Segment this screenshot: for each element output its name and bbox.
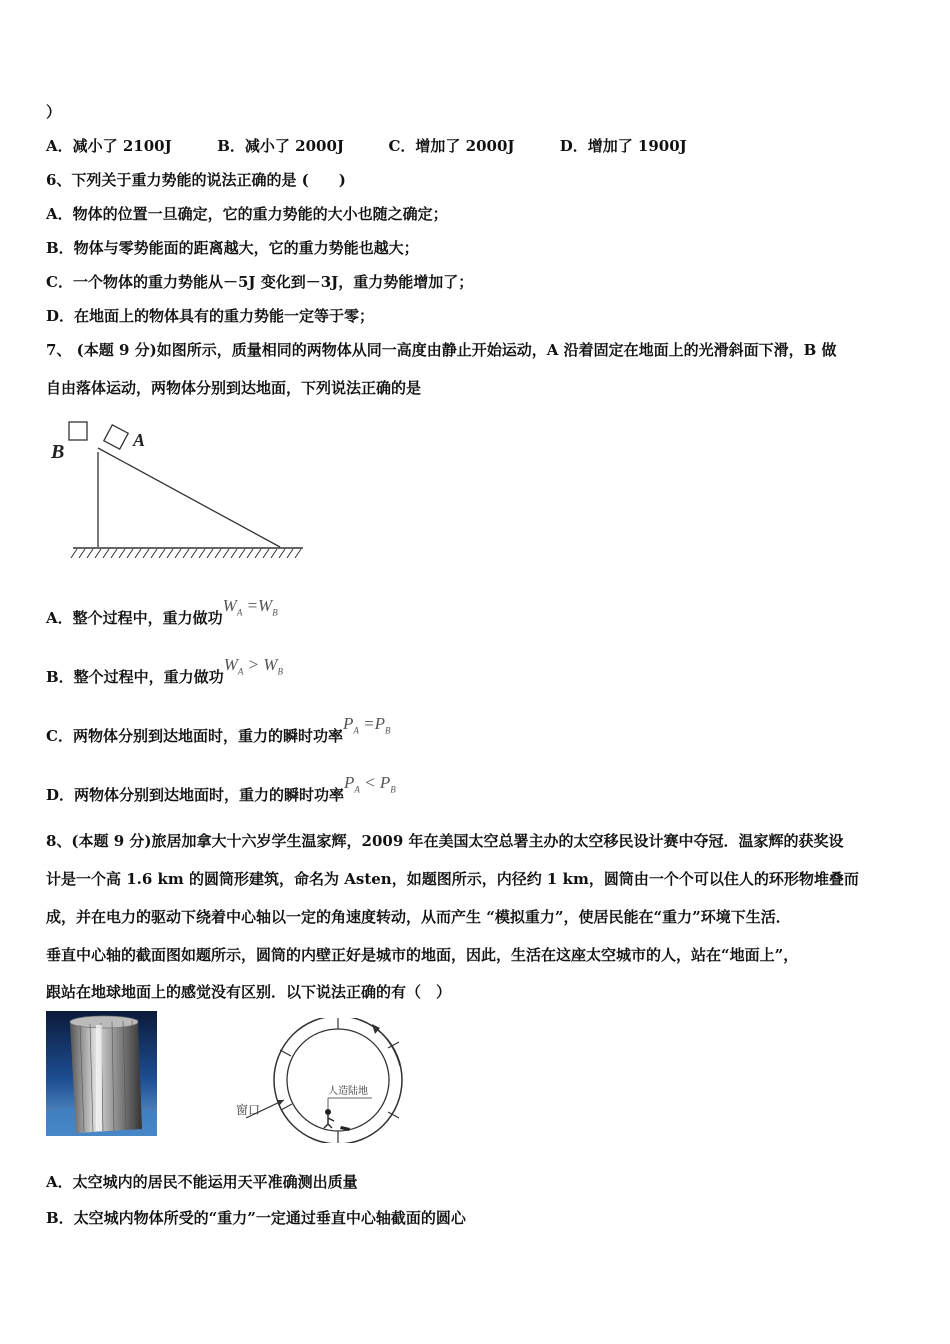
prev-option-a: A．减小了 2100J — [46, 137, 172, 155]
q8-line3: 成，并在电力的驱动下绕着中心轴以一定的角速度转动，从而产生 “模拟重力”，使居民能在“重力”环境下生活． — [46, 908, 791, 926]
label-b: B — [51, 441, 65, 463]
artificial-ground-label: 人造陆地 — [328, 1086, 368, 1097]
label-a: A — [133, 430, 146, 450]
q8-option-b: B．太空城内物体所受的“重力”一定通过垂直中心轴截面的圆心 — [46, 1209, 466, 1227]
q6-option-a: A．物体的位置一旦确定，它的重力势能的大小也随之确定； — [46, 205, 448, 223]
q6-stem: 6、下列关于重力势能的说法正确的是 ( ) — [46, 171, 346, 189]
q7-stem-line1: 7、 (本题 9 分)如图所示，质量相同的两物体从同一高度由静止开始运动，A 沿着固定在地面上的光滑斜面下滑，B 做 — [46, 341, 837, 359]
prev-option-d: D．增加了 1900J — [559, 137, 687, 155]
cross-section-diagram — [228, 1018, 418, 1143]
q7-stem-line2: 自由落体运动，两物体分别到达地面，下列说法正确的是 — [46, 379, 422, 397]
space-city-photo — [46, 1011, 157, 1136]
window-label: 窗口 — [236, 1103, 261, 1117]
q7-option-a: A．整个过程中，重力做功$W_A =W_B$ — [46, 596, 278, 627]
q8-option-a: A．太空城内的居民不能运用天平准确测出质量 — [46, 1173, 358, 1191]
q6-option-d: D．在地面上的物体具有的重力势能一定等于零； — [46, 307, 375, 325]
q7-option-c: C．两物体分别到达地面时，重力的瞬时功率$P_A =P_B$ — [46, 714, 391, 745]
q8-line5: 跟站在地球地面上的感觉没有区别．以下说法正确的有（ ） — [46, 983, 452, 1001]
q6-option-b: B．物体与零势能面的距离越大，它的重力势能也越大； — [46, 239, 419, 257]
q8-line4: 垂直中心轴的截面图如题所示，圆筒的内壁正好是城市的地面，因此，生活在这座太空城市的人，站在“地面上”， — [46, 946, 799, 964]
prev-option-b: B．减小了 2000J — [217, 137, 344, 155]
q6-option-c: C．一个物体的重力势能从－5J 变化到－3J，重力势能增加了； — [46, 273, 474, 291]
q8-line1: 8、(本题 9 分)旅居加拿大十六岁学生温家辉，2009 年在美国太空总署主办的太空移民设计赛中夺冠．温家辉的获奖设 — [46, 832, 844, 850]
q7-option-d: D．两物体分别到达地面时，重力的瞬时功率$P_A < P_B$ — [46, 773, 396, 804]
prev-option-c: C．增加了 2000J — [388, 137, 515, 155]
close-paren: ） — [46, 103, 62, 121]
prev-options — [46, 136, 687, 156]
q8-line2: 计是一个高 1.6 km 的圆筒形建筑，命名为 Asten，如题图所示，内径约 1 km，圆筒由一个个可以住人的环形物堆叠而 — [46, 870, 859, 888]
q7-option-b: B．整个过程中，重力做功$W_A > W_B$ — [46, 655, 284, 686]
q7-incline-figure — [45, 412, 310, 572]
